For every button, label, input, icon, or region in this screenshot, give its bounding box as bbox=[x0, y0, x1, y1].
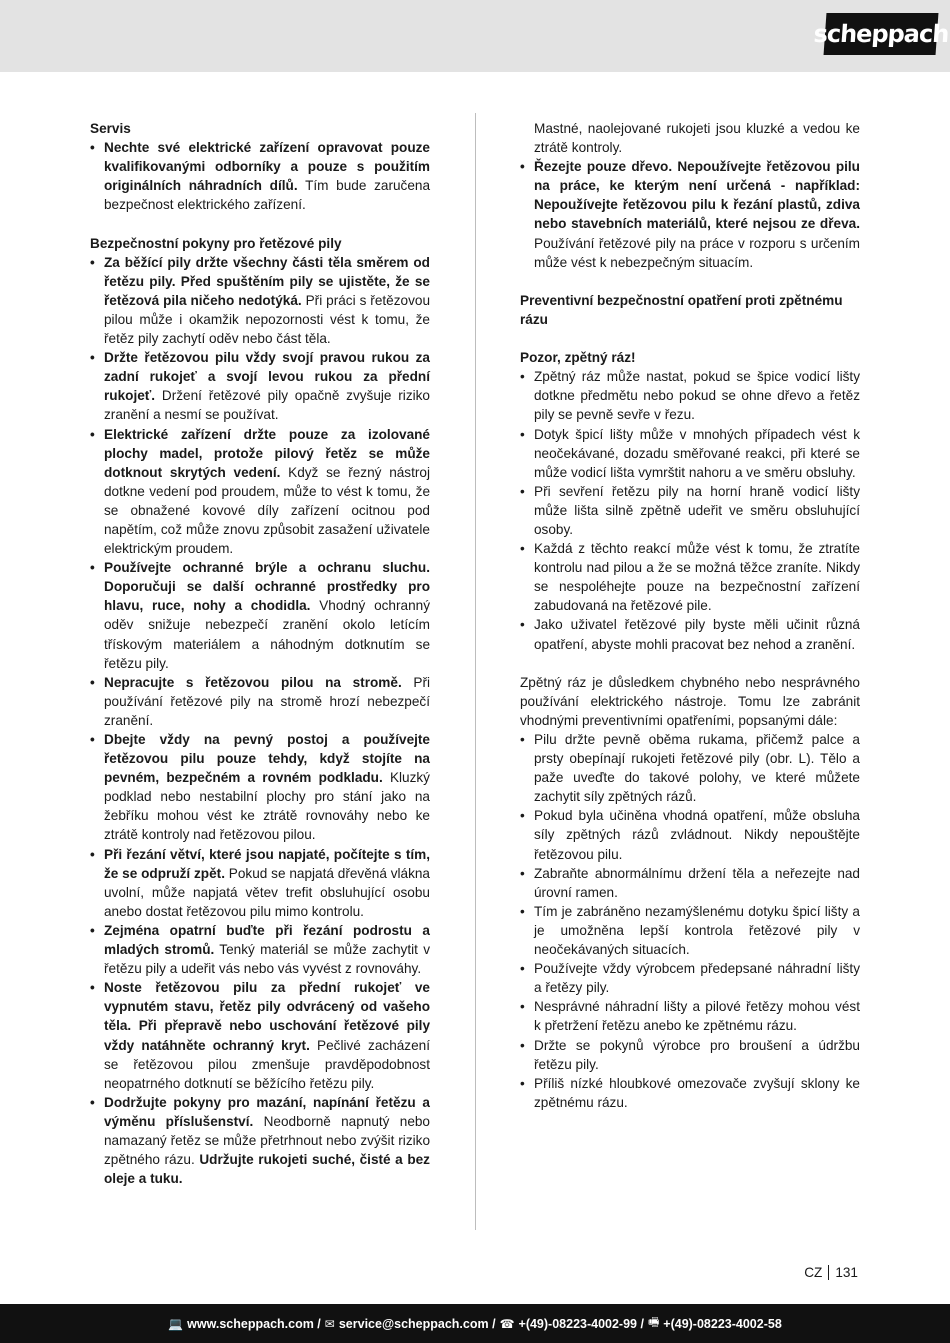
section-heading-chainsaw: Bezpečnostní pokyny pro řetězové pily bbox=[90, 235, 342, 251]
chainsaw-safety-list bbox=[90, 253, 430, 1189]
footer-phone: +(49)-08223-4002-99 / bbox=[518, 1316, 644, 1331]
footer-email[interactable]: service@scheppach.com / bbox=[338, 1316, 496, 1331]
list-item: • Držte se pokynů výrobce pro broušení a údržbu řetězu pily. bbox=[520, 1036, 860, 1074]
list-item: • Elektrické zařízení držte pouze za izolované plochy madel, protože pilový řetěz se může dotknout skrytých vedení. Když se řezný nástroj dotkne vedení pod proudem, může to vést k tomu, že se obnažené kovové díly zařízení ocitnou pod napětím, což může znovu způsobit zasažení uživatele elektrickým proudem. bbox=[90, 425, 430, 559]
list-item: • Jako uživatel řetězové pily byste měli učinit různá opatření, abyste mohli pracovat bez nehod a zranění. bbox=[520, 615, 860, 653]
list-item: • Příliš nízké hloubkové omezovače zvyšují sklony ke zpětnému rázu. bbox=[520, 1074, 860, 1112]
list-item: • Pokud byla učiněna vhodná opatření, může obsluha síly zpětných rázů zvládnout. Nikdy nepouštějte řetězovou pilu. bbox=[520, 806, 860, 863]
kickback-list bbox=[520, 367, 860, 653]
list-item: • Při řezání větví, které jsou napjaté, počítejte s tím, že se odpruží zpět. Pokud se napjatá dřevěná vlákna uvolní, může napjatá větev trefit obsluhující osobu anebo dostat řetězovou pilu mimo kontrolu. bbox=[90, 845, 430, 921]
list-item: • Při sevření řetězu pily na horní hraně vodicí lišty může lišta silně zpětně udeřit ve směru obsluhující osoby. bbox=[520, 482, 860, 539]
continuation-text: Mastné, naolejované rukojeti jsou kluzké a vedou ke ztrátě kontroly. bbox=[534, 121, 860, 156]
list-item: • Pilu držte pevně oběma rukama, přičemž palce a prsty obepínají rukojeti řetězové pily (obr. L). Tělo a paže uveďte do takové polohy, ve které můžete zachytit síly zpětných rázů. bbox=[520, 730, 860, 806]
column-divider bbox=[475, 113, 476, 1230]
page-number-value: 131 bbox=[835, 1265, 858, 1280]
left-column bbox=[90, 119, 430, 1188]
language-code: CZ bbox=[804, 1265, 823, 1280]
list-item: • Řezejte pouze dřevo. Nepoužívejte řetězovou pilu na práce, ke kterým není určená - například: Nepoužívejte řetězovou pilu k řezání plastů, zdiva nebo stavebních materiálů, které nejsou ze dřeva. Používání řetězové pily na práce v rozporu s určením může vést k nebezpečným situacím. bbox=[520, 157, 860, 272]
list-item: • Za běžící pily držte všechny části těla směrem od řetězu pily. Před spuštěním pily se ujistěte, že se řetězová pila ničeho nedotýká. Při práci s řetězovou pilou může i okamžik nepozornosti vést k tomu, že řetěz pily zachytí oděv nebo část těla. bbox=[90, 253, 430, 348]
right-column bbox=[520, 119, 860, 1112]
list-item: • Používejte ochranné brýle a ochranu sluchu. Doporučuji se další ochranné prostředky pro hlavu, ruce, nohy a chodidla. Vhodný ochranný oděv snižuje nebezpečí zranění okolo letícím třískovým materiálem a náhodným dotknutím se řetězu pily. bbox=[90, 558, 430, 673]
wood-only-list bbox=[520, 157, 860, 272]
list-item: • Dodržujte pokyny pro mazání, napínání řetězu a výměnu příslušenství. Neodborně napnutý nebo namazaný řetěz se může přetrhnout nebo zvýšit riziko zpětného rázu. Udržujte rukojeti suché, čisté a bez oleje a tuku. bbox=[90, 1093, 430, 1188]
footer-website[interactable]: www.scheppach.com / bbox=[187, 1316, 321, 1331]
page-number-separator bbox=[828, 1265, 829, 1280]
kickback-intro: Zpětný ráz je důsledkem chybného nebo nesprávného používání elektrického nástroje. Tomu lze zabránit vhodnými preventivními opatřeními, popsanými dále: bbox=[520, 674, 860, 728]
mail-icon: ✉ bbox=[324, 1316, 335, 1331]
list-item: • Nesprávné náhradní lišty a pilové řetězy mohou vést k přetržení řetězu anebo ke zpětnému rázu. bbox=[520, 997, 860, 1035]
scheppach-logo: scheppach bbox=[824, 13, 939, 55]
phone-icon: ☎ bbox=[499, 1316, 515, 1331]
list-item: • Nepracujte s řetězovou pilou na stromě. Při používání řetězové pily na stromě hrozí nebezpečí zranění. bbox=[90, 673, 430, 730]
list-item: • Každá z těchto reakcí může vést k tomu, že ztratíte kontrolu nad pilou a že se možná těžce zraníte. Nikdy se nespoléhejte pouze na bezpečnostní zařízení zabudovaná na řetězové pile. bbox=[520, 539, 860, 615]
list-item: • Zabraňte abnormálnímu držení těla a neřezejte nad úrovní ramen. bbox=[520, 864, 860, 902]
page-number bbox=[804, 1265, 858, 1280]
footer-fax: +(49)-08223-4002-58 bbox=[663, 1316, 782, 1331]
list-item: • Držte řetězovou pilu vždy svojí pravou rukou za zadní rukojeť a svojí levou rukou za přední rukojeť. Držení řetězové pily opačně zvyšuje riziko zranění a nesmí se používat. bbox=[90, 348, 430, 424]
measures-list bbox=[520, 730, 860, 1112]
list-item: • Nechte své elektrické zařízení opravovat pouze kvalifikovanými odborníky a pouze s použitím originálních náhradních dílů. Tím bude zaručena bezpečnost elektrického zařízení. bbox=[90, 138, 430, 214]
servis-list bbox=[90, 138, 430, 214]
list-item: • Dbejte vždy na pevný postoj a používejte řetězovou pilu pouze tehdy, když stojíte na pevném, bezpečném a rovném podkladu. Kluzký podklad nebo nestabilní plochy pro stání jako na žebříku mohou vést ke ztrátě rovnováhy nebo ke ztrátě kontroly nad řetězovou pilou. bbox=[90, 730, 430, 845]
page-footer bbox=[0, 1304, 950, 1343]
list-item: • Noste řetězovou pilu za přední rukojeť ve vypnutém stavu, řetěz pily odvrácený od vašeho těla. Při přepravě nebo uschování řetězové pily vždy natáhněte ochranný kryt. Pečlivé zacházení se řetězovou pilou zmenšuje pravděpodobnost neopatrného dotknutí se běžícího řetězu pily. bbox=[90, 978, 430, 1093]
section-heading-preventive: Preventivní bezpečnostní opatření proti zpětnému rázu bbox=[520, 292, 843, 327]
list-item: • Dotyk špicí lišty může v mnohých případech vést k neočekávané, dozadu směřované reakci, při které se může vodicí lišta vymrštit nahoru a ve směru obsluhy. bbox=[520, 425, 860, 482]
list-item: • Používejte vždy výrobcem předepsané náhradní lišty a řetězy pily. bbox=[520, 959, 860, 997]
page-header bbox=[0, 0, 950, 72]
computer-icon: 💻 bbox=[168, 1316, 184, 1331]
list-item: • Zpětný ráz může nastat, pokud se špice vodicí lišty dotkne předmětu nebo pokud se ohne dřevo a řetěz pily se pevně sevře v řezu. bbox=[520, 367, 860, 424]
list-item: • Zejména opatrní buďte při řezání podrostu a mladých stromů. Tenký materiál se může zachytit v řetězu pily a udeřit vás nebo vás vyvést z rovnováhy. bbox=[90, 921, 430, 978]
list-item: • Tím je zabráněno nezamýšlenému dotyku špicí lišty a je umožněna lepší kontrola řetězové pily v neočekávaných situacích. bbox=[520, 902, 860, 959]
section-heading-servis: Servis bbox=[90, 121, 131, 136]
fax-icon: 🖷 bbox=[647, 1315, 660, 1329]
section-heading-kickback: Pozor, zpětný ráz! bbox=[520, 350, 636, 366]
